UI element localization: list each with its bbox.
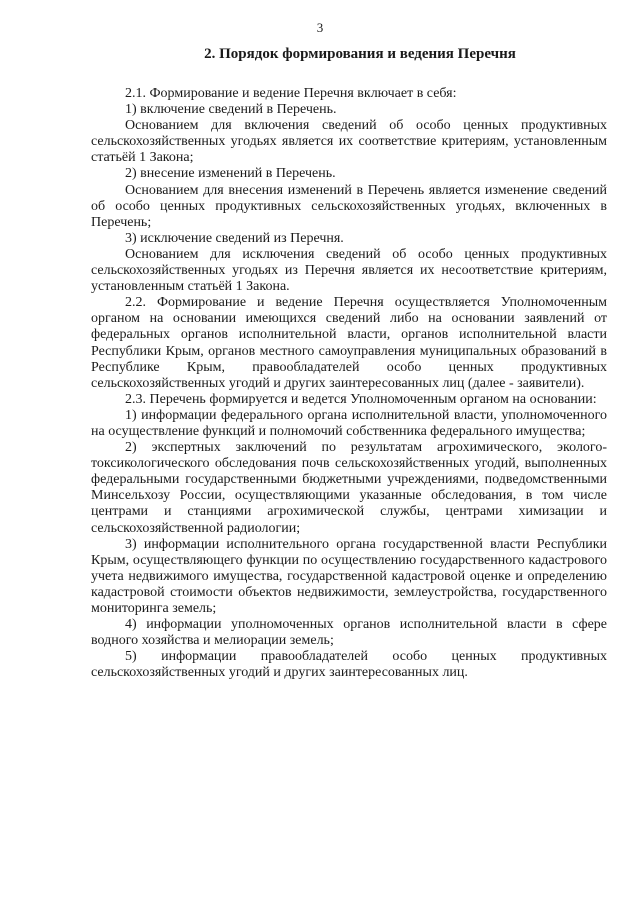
document-body — [91, 86, 607, 681]
list-item: 5) информации правообладателей особо ценных продуктивных сельскохозяйственных угодий и других заинтересованных лиц. — [91, 649, 607, 681]
paragraph: 2.3. Перечень формируется и ведется Уполномоченным органом на основании: — [125, 391, 597, 407]
paragraph: 2.2. Формирование и ведение Перечня осуществляется Уполномоченным органом на основании имеющихся сведений либо на основании заявлений от федеральных органов исполнительной власти, органов исполнительной власти Республики Крым, органов местного самоуправления муниципальных образований в Республике Крым, правообладателей особо ценных продуктивных сельскохозяйственных угодий и других заинтересованных лиц (далее - заявители). — [91, 295, 607, 391]
paragraph: Основанием для включения сведений об особо ценных продуктивных сельскохозяйственных угодьях является их соответствие критериям, установленным статьёй 1 Закона; — [91, 118, 607, 166]
list-item: 1) информации федерального органа исполнительной власти, уполномоченного на осуществление функций и полномочий собственника федерального имущества; — [91, 407, 607, 439]
list-item: 1) включение сведений в Перечень. — [125, 102, 337, 118]
list-item: 3) исключение сведений из Перечня. — [125, 230, 344, 246]
page-number: 3 — [316, 20, 324, 35]
paragraph: Основанием для исключения сведений об особо ценных продуктивных сельскохозяйственных угодьях из Перечня является их несоответствие критериям, установленным статьёй 1 Закона. — [91, 246, 607, 295]
list-item: 3) информации исполнительного органа государственной власти Республики Крым, осуществляющего функции по осуществлению государственного кадастрового учета недвижимого имущества, государственной кадастровой оценке и определению кадастровой стоимости объектов недвижимости, землеустройства, государственного мониторинга земель; — [91, 536, 607, 616]
paragraph: Основанием для внесения изменений в Перечень является изменение сведений об особо ценных продуктивных сельскохозяйственных угодьях, включенных в Перечень; — [91, 182, 607, 230]
list-item: 2) экспертных заключений по результатам агрохимического, эколого-токсикологического обследования почв сельскохозяйственных угодий, выполненных федеральными государственными бюджетными учреждениями, подведомственными Минсельхозу России, осуществляющими указанные обследования, в том числе центрами и станциями агрохимической службы, центрами химизации и сельскохозяйственной радиологии; — [91, 440, 607, 536]
list-item: 2) внесение изменений в Перечень. — [125, 166, 336, 182]
paragraph: 2.1. Формирование и ведение Перечня включает в себя: — [125, 86, 457, 101]
list-item: 4) информации уполномоченных органов исполнительной власти в сфере водного хозяйства и мелиорации земель; — [91, 617, 607, 649]
section-title: 2. Порядок формирования и ведения Перечня — [204, 46, 516, 62]
